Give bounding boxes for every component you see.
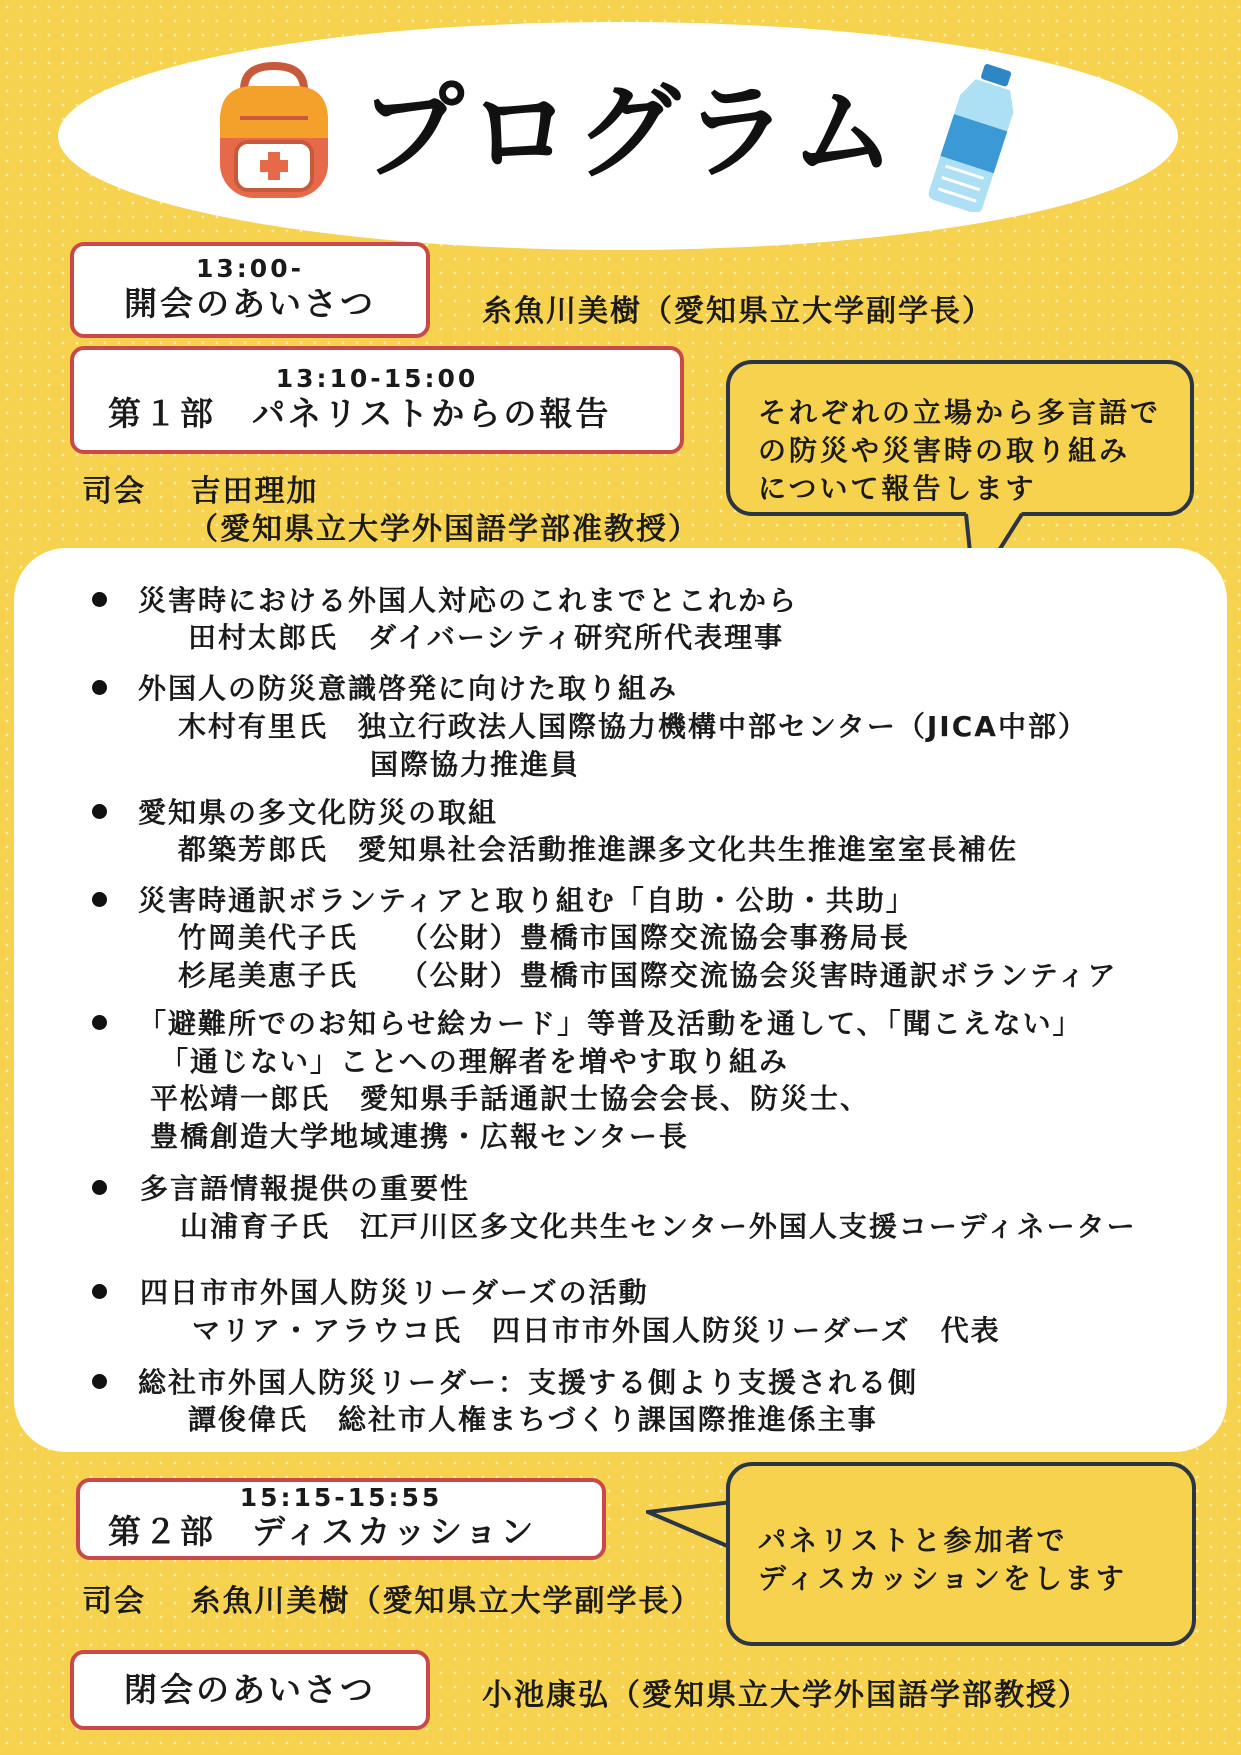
report-speaker: マリア・アラウコ氏 四日市市外国人防災リーダーズ 代表 — [192, 1314, 1001, 1347]
bullet-icon — [92, 1015, 107, 1030]
opening-box — [70, 242, 430, 338]
bullet-icon — [92, 804, 107, 819]
report-title: 総社市外国人防災リーダー：支援する側より支援される側 — [138, 1366, 919, 1399]
bubble-line: について報告します — [758, 472, 1037, 505]
bubble-line: パネリストと参加者で — [758, 1524, 1068, 1557]
bullet-icon — [92, 1374, 107, 1389]
part2-moderator: 司会 糸魚川美樹（愛知県立大学副学長） — [82, 1584, 703, 1619]
report-speaker: 平松靖一郎氏 愛知県手話通訳士協会会長、防災士、 — [150, 1082, 871, 1115]
bubble-line: の防災や災害時の取り組み — [758, 434, 1131, 467]
report-speaker: 都築芳郎氏 愛知県社会活動推進課多文化共生推進室室長補佐 — [178, 833, 1019, 866]
report-title: 外国人の防災意識啓発に向けた取り組み — [138, 672, 679, 705]
bubble-line: ディスカッションをします — [758, 1562, 1127, 1595]
report-title: 「避難所でのお知らせ絵カード」等普及活動を通して、「聞こえない」 — [138, 1007, 1083, 1040]
bullet-icon — [92, 1180, 107, 1195]
backpack-icon — [210, 60, 338, 202]
bullet-icon — [92, 592, 107, 607]
report-title: 災害時通訳ボランティアと取り組む「自助・公助・共助」 — [138, 884, 916, 917]
closing-speaker: 小池康弘（愛知県立大学外国語学部教授） — [482, 1678, 1090, 1713]
part1-time: 13:10-15:00 — [275, 364, 479, 393]
report-speaker: 田村太郎氏 ダイバーシティ研究所代表理事 — [188, 621, 785, 654]
report-title-cont: 「通じない」ことへの理解者を増やす取り組み — [160, 1045, 789, 1078]
report-speaker: 木村有里氏 独立行政法人国際協力機構中部センター（JICA中部） — [178, 710, 1088, 743]
report-speaker: 竹岡美代子氏 （公財）豊橋市国際交流協会事務局長 — [178, 921, 910, 954]
page-title: プログラム — [360, 71, 899, 193]
report-title: 四日市市外国人防災リーダーズの活動 — [140, 1276, 649, 1309]
part2-box — [76, 1478, 606, 1560]
part1-speech-bubble — [726, 360, 1194, 516]
closing-box — [70, 1650, 430, 1730]
bullet-icon — [92, 680, 107, 695]
report-speaker: 譚俊偉氏 総社市人権まちづくり課国際推進係主事 — [188, 1403, 878, 1436]
report-title: 多言語情報提供の重要性 — [140, 1172, 471, 1205]
report-speaker: 山浦育子氏 江戸川区多文化共生センター外国人支援コーディネーター — [180, 1210, 1137, 1243]
part2-bubble-tail — [646, 1494, 736, 1574]
report-title: 災害時における外国人対応のこれまでとこれから — [138, 584, 799, 617]
closing-label: 閉会のあいさつ — [124, 1670, 376, 1709]
opening-label: 開会のあいさつ — [124, 284, 376, 323]
report-title: 愛知県の多文化防災の取組 — [138, 796, 499, 829]
bubble-line: それぞれの立場から多言語で — [758, 396, 1162, 429]
part2-label: 第２部 ディスカッション — [108, 1512, 537, 1551]
bullet-icon — [92, 892, 107, 907]
water-bottle-icon — [922, 62, 1030, 212]
bullet-icon — [92, 1284, 107, 1299]
report-speaker: 国際協力推進員 — [370, 748, 581, 781]
part2-time: 15:15-15:55 — [239, 1483, 443, 1512]
report-speaker: 豊橋創造大学地域連携・広報センター長 — [150, 1120, 689, 1153]
part1-moderator: 司会 吉田理加 — [82, 474, 319, 509]
part1-label: 第１部 パネリストからの報告 — [108, 394, 612, 433]
opening-speaker: 糸魚川美樹（愛知県立大学副学長） — [482, 294, 994, 329]
opening-time: 13:00- — [196, 254, 304, 283]
part2-speech-bubble — [726, 1462, 1196, 1646]
part1-moderator-affiliation: （愛知県立大学外国語学部准教授） — [188, 512, 700, 547]
report-speaker: 杉尾美恵子氏 （公財）豊橋市国際交流協会災害時通訳ボランティア — [178, 959, 1118, 992]
part1-box — [70, 346, 684, 454]
